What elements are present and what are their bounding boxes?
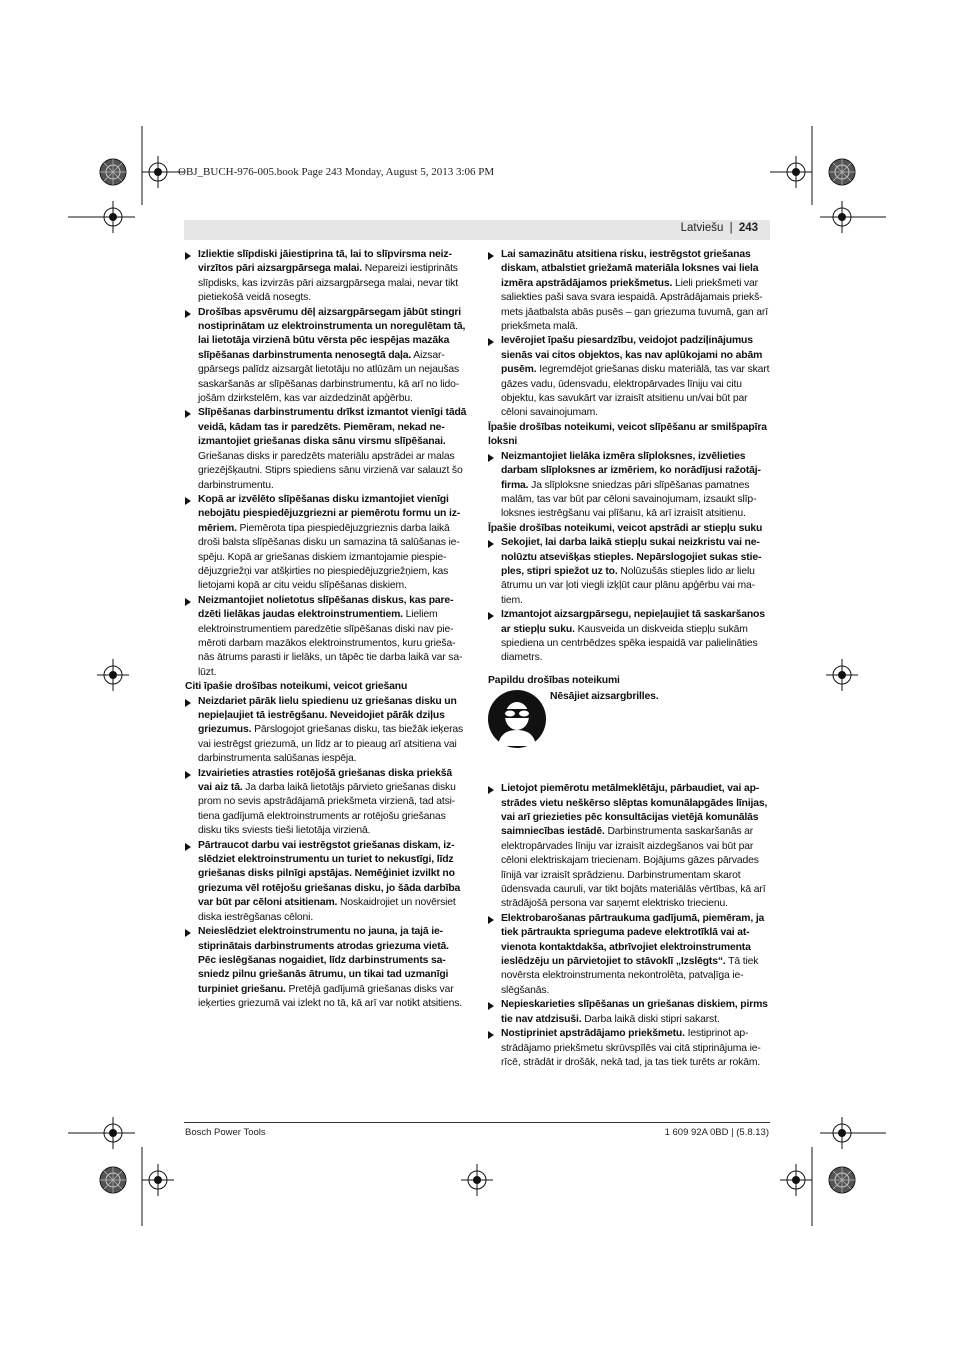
bullet-triangle-icon [185,310,191,318]
bullet-triangle-icon [185,410,191,418]
item-bold-text: Izmantojot aizsargpārsegu, nepieļaujiet tā saskaršanos ar stiepļu suku. [501,609,765,635]
bullet-triangle-icon [185,598,191,606]
bullet-triangle-icon [488,252,494,260]
list-item [185,406,467,492]
item-body-text: Pretējā gadījumā griešanas disks var ieķerties griezumā vai izlekt no tā, kā arī var notikt atsitiens. [198,983,462,1010]
item-bold-text: Neizmantojiet nolietotus slīpēšanas diskus, kas paredzēti lielākas jaudas elektroinstrumentiem. [198,594,454,621]
item-bold-text: Pārtraucot darbu vai iestrēgstot griešanas diskam, izslēdziet elektroinstrumentu un turiet to nekustīgi, līdz griešanas disks pilnīgi apstājas. Nemēģiniet izvilkt no griezuma vēl rotējošu griešanas disku, jo šāda darbība var būt par cēloni atsitienam. [198,839,461,909]
list-item [185,248,467,306]
item-bold-text: Lai samazinātu atsitiena risku, iestrēgstot griešanas diskam, atbalstiet griežamā materiāla loksnes vai liela izmēra apstrādājamos priekšmetus. [501,249,759,289]
item-body-text: Pārslogojot griešanas disku, tas biežāk ieķeras vai iestrēgst griezumā, un līdz ar to pieaug arī atsitiena vai darbinstrumenta salūšanas iespēja. [198,724,464,765]
item-body-text: Griešanas disks ir paredzēts materiālu apstrādei ar malas griezējšķautni. Stiprs spiediens sānu virzienā var salauzt šo darbinstrumentu. [198,450,463,491]
goggles-notice [488,690,770,754]
item-bold-text: Nepieskarieties slīpēšanas un griešanas diskiem, pirms tie nav atdzisuši. [501,999,768,1025]
item-body-text: Iestiprinot apstrādājamo priekšmetu skrūvspīlēs vai citā stiprinājuma ierīcē, strādāt ir drošāk, nekā tad, ja tas tiek turēts ar rokām. [501,1028,761,1068]
section-heading-additional: Papildu drošības noteikumi [488,674,620,686]
bullet-triangle-icon [488,1002,494,1010]
item-body-text: Kausveida un diskveida stiepļu sukām spiediena un centrbēdzes spēka iespaidā var palielināties diametrs. [501,623,758,664]
bullet-triangle-icon [488,540,494,548]
list-item [488,912,770,998]
list-item [488,998,770,1027]
bullet-triangle-icon [488,1031,494,1039]
list-item [488,782,770,912]
item-body-text: Tā tiek novērsta elektroinstrumenta nekontrolēta, patvaļīga ieslēgšanās. [501,956,759,996]
bullet-triangle-icon [185,843,191,851]
bullet-triangle-icon [185,699,191,707]
bullet-triangle-icon [488,916,494,924]
bullet-triangle-icon [185,497,191,505]
item-bold-text: Elektrobarošanas pārtraukuma gadījumā, piemēram, ja tiek pārtraukta sprieguma padeve elektrotīklā vai atvienota kontaktdakša, atbrīvojiet elektroinstrumenta ieslēdzēju un pārvietojiet to stāvoklī „Izslēgts“. [501,912,765,968]
item-bold-text: Ievērojiet īpašu piesardzību, veidojot padziļinājumus sienās vai citos objektos, kas nav aplūkojami no abām pusēm. [501,335,763,376]
item-body-text: Lieli priekšmeti var saliekties paši sava svara iespaidā. Apstrādājamais priekšmets jāatbalsta abās pusēs – gan griezuma tuvumā, gan arī priekšmeta malā. [501,277,768,333]
item-body-text: Ja slīploksne sniedzas pāri slīpēšanas pamatnes malām, tas var būt par cēloni savainojumam, izsaukt slīploksnes iestrēgšanu vai plīšanu, kā arī izraisīt atsitienu. [501,479,757,520]
left-column [185,248,467,1012]
bullet-triangle-icon [488,338,494,346]
item-body-text: Nepareizi iestiprināts slīpdisks, kas izvirzās pāri aizsargpārsega malai, nevar tikt pietiekošā veidā nosegts. [198,263,458,304]
item-body-text: Nolūzušās stieples lido ar lielu ātrumu un var ļoti viegli izķļūt caur plānu apģērbu vai matiem. [501,565,756,606]
item-bold-text: Neizdariet pārāk lielu spiedienu uz griešanas disku un nepieļaujiet tā iestrēgšanu. Neveidojiet pārāk dziļus griezumus. [198,695,457,736]
right-items-top [488,248,770,421]
item-bold-text: Slīpēšanas darbinstrumentu drīkst izmantot vienīgi tādā veidā, kādam tas ir paredzēts. Piemēram, nekad neizmantojiet griešanas diska sānu virsmu slīpēšanai. [198,407,467,448]
right-items-brush [488,536,770,666]
item-body-text: Aizsargpārsegs palīdz aizsargāt lietotāju no atlūzām un nejaušas saskaršanās ar slīpēšanas darbinstrumentu, kā arī no lidojošām dzirkstelēm, kas var aizdedzināt apģērbu. [198,349,460,405]
goggles-caption: Nēsājiet aizsargbrilles. [550,691,659,703]
item-body-text: Ja darba laikā lietotājs pārvieto griešanas disku prom no sevis apstrādājamā priekšmeta virzienā, tad atsitiena gadījumā elektroinstruments ar rotējošu griešanas disku tiks sviests tieši lietotāja virzienā. [198,782,456,837]
item-body-text: Darba laikā diski stipri sakarst. [581,1013,720,1025]
list-item [185,594,467,680]
item-bold-text: Kopā ar izvēlēto slīpēšanas disku izmantojiet vienīgi nebojātu piespiedējuzgriezni ar piemērotu formu un izmēriem. [198,493,461,534]
list-item [488,1027,770,1070]
page-header: Latviešu | 243 [680,222,758,234]
list-item [185,839,467,925]
list-item [488,608,770,666]
left-items-top [185,248,467,680]
list-item [185,767,467,839]
footer-right: 1 609 92A 0BD | (5.8.13) [664,1127,769,1138]
section-heading-wire-brush: Īpašie drošības noteikumi, veicot apstrādi ar stiepļu suku [488,522,763,534]
item-body-text: Piemērota tipa piespiedējuzgrieznis darba laikā droši balsta slīpēšanas disku un samazina tā salūšanas iespēju. Kopā ar griešanas diskiem izmantojamie piespiedējuzgriežņi var atšķirties no piespiedējuzgriežņiem, kas lietojami kopā ar citu veidu slīpēšanas diskiem. [198,522,460,592]
list-item [185,306,467,407]
list-item [488,334,770,420]
item-bold-text: Sekojiet, lai darba laikā stiepļu sukai neizkristu vai nenolūztu atsevišķas stieples. Nepārslogojiet sukas stieples, stipri spiežot uz to. [501,537,762,577]
right-items-sanding [488,450,770,522]
language-label: Latviešu [680,222,724,234]
left-items-bottom [185,695,467,1012]
bullet-triangle-icon [488,786,494,794]
section-heading-sanding: Īpašie drošības noteikumi, veicot slīpēšanu ar smilšpapīra loksni [488,421,767,448]
safety-goggles-icon [488,690,546,748]
bullet-triangle-icon [185,771,191,779]
bullet-triangle-icon [185,252,191,260]
item-body-text: Lieliem elektroinstrumentiem paredzētie slīpēšanas diski nav piemēroti darbam mazākos elektroinstrumentos, kuru griešanās ātrums parasti ir lielāks, un tāpēc tie darba laikā var salūzt. [198,609,463,678]
item-body-text: Darbinstrumenta saskaršanās ar elektropārvades līniju var izraisīt aizdegšanos vai būt par cēloni elektriskajam triecienam. Bojājums gāzes pārvades līnijā var izraisīt sprādzienu. Darbinstrumentam skarot ūdensvada cauruli, var tikt bojāts materiālās vērtības, kā arī strādājošā persona var saņemt elektrisko triecienu. [501,826,766,910]
section-heading-cutting: Citi īpašie drošības noteikumi, veicot griešanu [185,681,408,693]
item-body-text: Iegremdējot griešanas disku materiālā, tas var skart gāzes vadu, ūdensvadu, elektropārvades līniju vai citu objektu, kas savukārt var izraisīt atsitienu un/vai būt par cēloni savainojumam. [501,364,770,419]
bullet-triangle-icon [185,929,191,937]
list-item [185,695,467,767]
list-item [488,536,770,608]
item-body-text: Noskaidrojiet un novērsiet diska iestrēgšanas cēloni. [198,897,456,923]
print-slug: OBJ_BUCH-976-005.book Page 243 Monday, August 5, 2013 3:06 PM [178,166,495,178]
list-item [185,925,467,1011]
item-bold-text: Izliektie slīpdiski jāiestiprina tā, lai to slīpvirsma neizvirzītos pāri aizsargpārsega malai. [198,249,452,275]
list-item [488,450,770,522]
list-item [185,493,467,594]
right-column [488,248,770,1070]
right-items-additional [488,782,770,1070]
page-number: 243 [738,222,758,234]
item-bold-text: Lietojot piemērotu metālmeklētāju, pārbaudiet, vai apstrādes vietu neškērso slēptas komunālapgādes līnijas, vai arī griezieties pēc konsultācijas vietējā komunālās saimniecības iestādē. [501,783,768,838]
footer-left: Bosch Power Tools [185,1127,266,1138]
item-bold-text: Drošības apsvērumu dēļ aizsargpārsegam jābūt stingri nostiprinātam uz elektroinstrumenta un noregulētam tā, lai lietotāja virzienā būtu vērsta pēc iespējas mazāka slīpēšanas darbinstrumenta nenosegtā daļa. [198,306,466,361]
item-bold-text: Izvairieties atrasties rotējošā griešanas diska priekšā vai aiz tā. [198,767,452,794]
item-bold-text: Neieslēdziet elektroinstrumentu no jauna, ja tajā iestiprinātais darbinstruments atrodas griezuma vietā. Pēc ieslēgšanas nogaidiet, līdz darbinstruments sasniedz pilnu griešanās ātrumu, un tikai tad uzmanīgi turpiniet griešanu. [198,926,449,995]
bullet-triangle-icon [488,454,494,462]
list-item [488,248,770,334]
footer-rule [184,1122,770,1123]
item-bold-text: Neizmantojiet lielāka izmēra slīploksnes, izvēlieties darbam slīploksnes ar izmēriem, ko norādījusi ražotājfirma. [501,450,761,491]
item-bold-text: Nostipriniet apstrādājamo priekšmetu. [501,1028,685,1040]
bullet-triangle-icon [488,612,494,620]
